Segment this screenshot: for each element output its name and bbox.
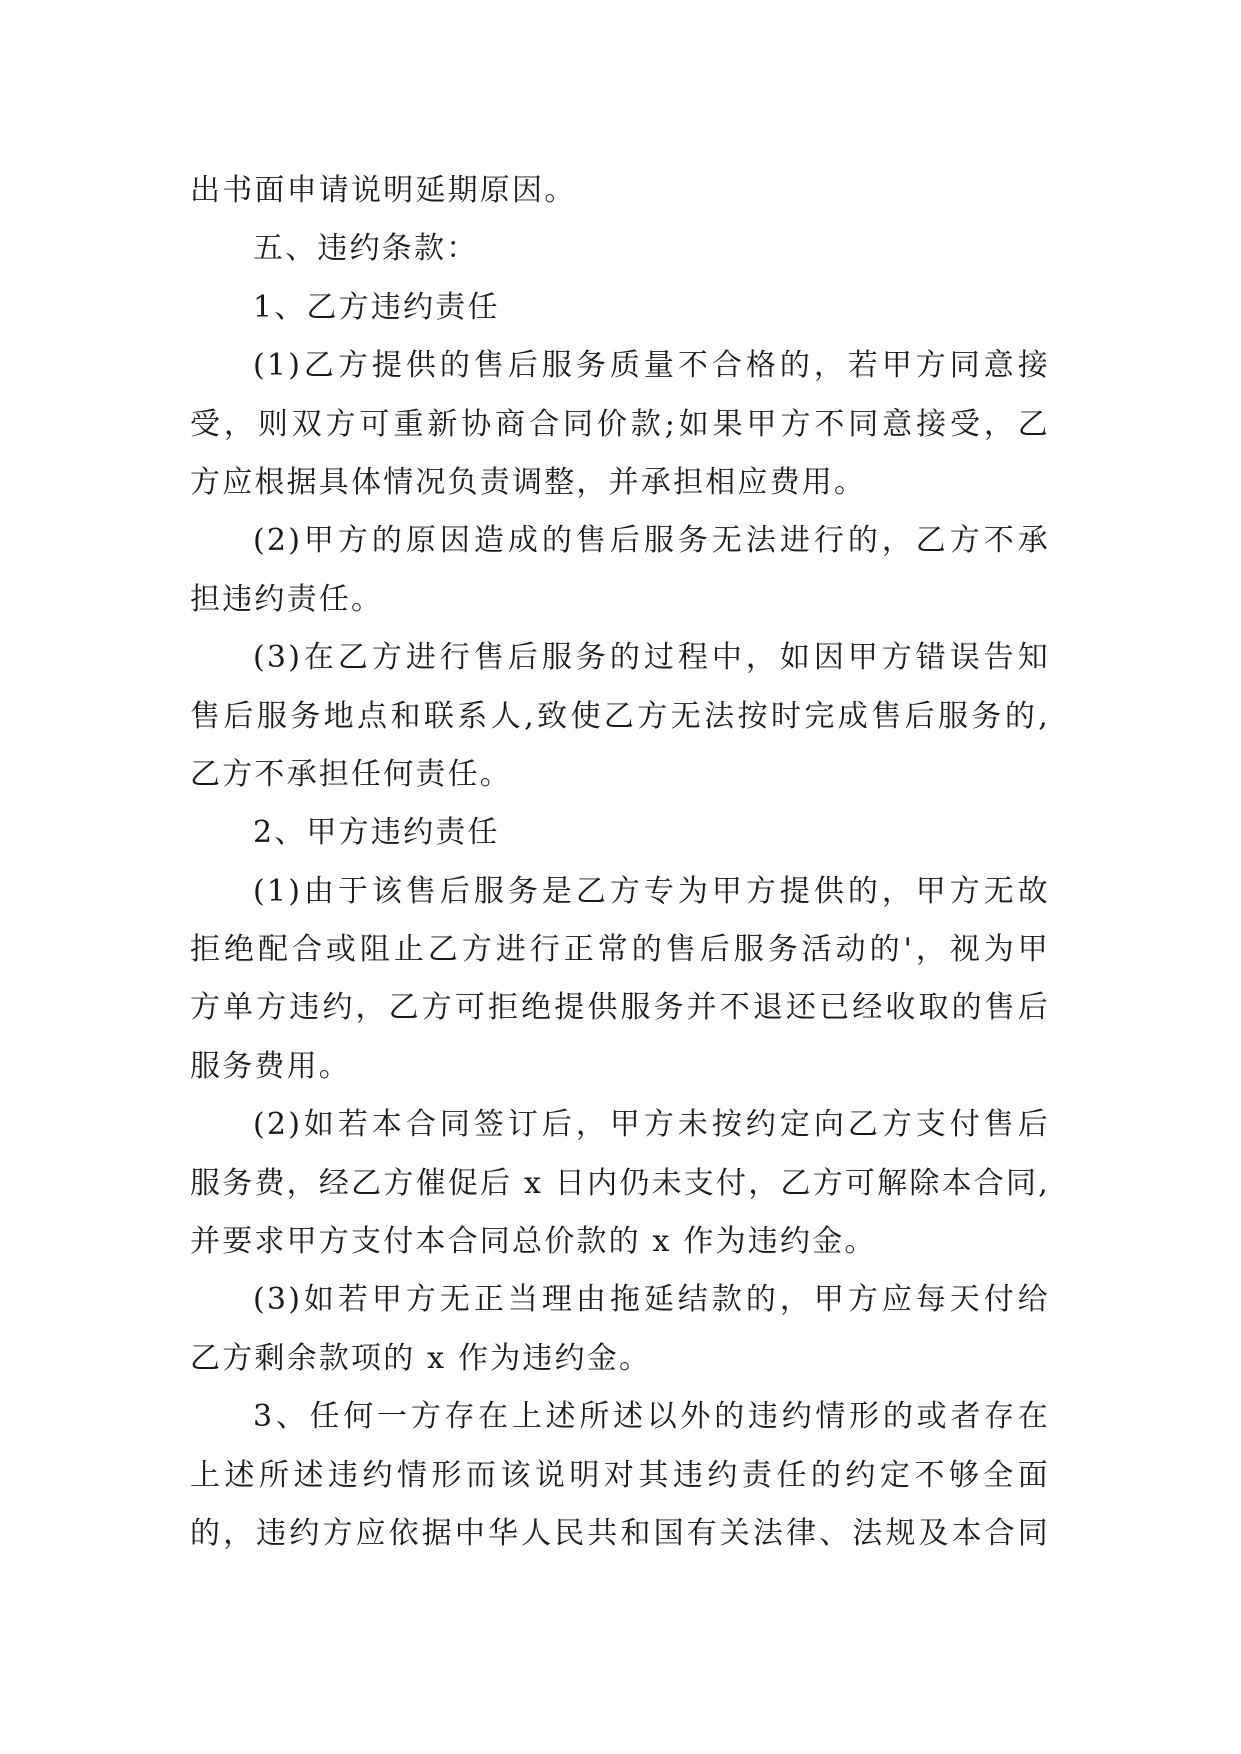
text-line: (2)如若本合同签订后，甲方未按约定向乙方支付售后 [253, 1107, 1050, 1143]
contract-text-body [190, 162, 1050, 1563]
text-line: 上述所述违约情形而该说明对其违约责任的约定不够全面 [190, 1457, 1050, 1493]
text-line: 受，则双方可重新协商合同价款;如果甲方不同意接受，乙 [190, 406, 1050, 442]
text-line: 1、乙方违约责任 [253, 289, 500, 325]
text-line: (1)乙方提供的售后服务质量不合格的，若甲方同意接 [253, 348, 1050, 384]
text-line: 方应根据具体情况负责调整，并承担相应费用。 [190, 464, 867, 500]
text-line: 担违约责任。 [190, 581, 384, 617]
text-line: 售后服务地点和联系人,致使乙方无法按时完成售后服务的, [190, 698, 1050, 734]
text-line: 五、违约条款： [253, 231, 479, 267]
text-line: 3、任何一方存在上述所述以外的违约情形的或者存在 [253, 1399, 1050, 1435]
text-line: (3)在乙方进行售后服务的过程中，如因甲方错误告知 [253, 640, 1050, 676]
text-line: 2、甲方违约责任 [253, 815, 500, 851]
text-line: 的，违约方应依据中华人民共和国有关法律、法规及本合同 [190, 1515, 1050, 1551]
text-line: 方单方违约，乙方可拒绝提供服务并不退还已经收取的售后 [190, 990, 1050, 1026]
text-line: 服务费，经乙方催促后 x 日内仍未支付，乙方可解除本合同, [190, 1165, 1050, 1201]
text-line: (1)由于该售后服务是乙方专为甲方提供的，甲方无故 [253, 873, 1050, 909]
text-line: (3)如若甲方无正当理由拖延结款的，甲方应每天付给 [253, 1282, 1050, 1318]
text-line: 出书面申请说明延期原因。 [190, 173, 577, 208]
text-line: 拒绝配合或阻止乙方进行正常的售后服务活动的'，视为甲 [190, 932, 1050, 968]
text-line: 并要求甲方支付本合同总价款的 x 作为违约金。 [190, 1224, 877, 1260]
text-line: 服务费用。 [190, 1048, 351, 1084]
text-line: (2)甲方的原因造成的售后服务无法进行的，乙方不承 [253, 523, 1050, 559]
text-line: 乙方不承担任何责任。 [190, 756, 512, 792]
text-line: 乙方剩余款项的 x 作为违约金。 [190, 1340, 652, 1376]
